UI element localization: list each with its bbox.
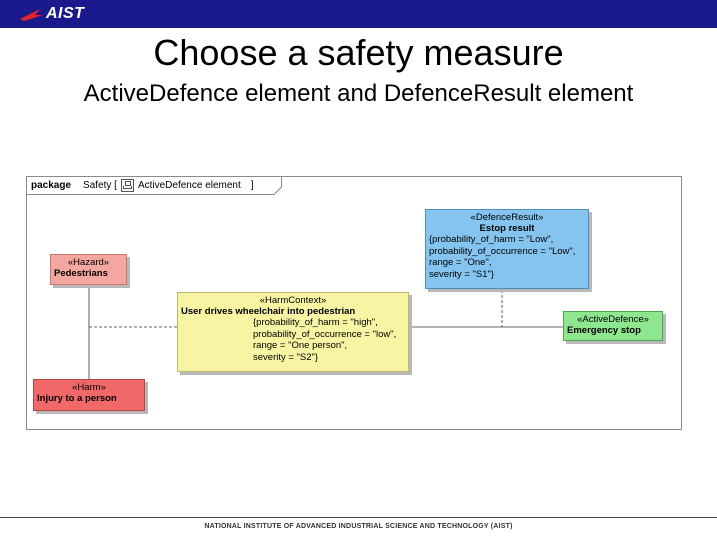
active-defence-stereotype: «ActiveDefence» — [577, 314, 649, 325]
hazard-name: Pedestrians — [54, 268, 108, 279]
active-defence-name: Emergency stop — [567, 325, 641, 336]
harm-context-stereotype: «HarmContext» — [259, 295, 327, 306]
active-defence-element[interactable] — [563, 311, 663, 341]
harm-context-attributes — [181, 317, 405, 363]
defence-result-attr: probability_of_occurrence = "Low", — [429, 245, 576, 257]
defence-result-name: Estop result — [479, 223, 535, 234]
frame-close-bracket: ] — [250, 179, 254, 191]
defence-result-attributes — [429, 234, 585, 280]
defence-result-stereotype: «DefenceResult» — [470, 212, 544, 223]
footer-text: NATIONAL INSTITUTE OF ADVANCED INDUSTRIAL SCIENCE AND TECHNOLOGY (AIST) — [204, 523, 513, 530]
frame-package-name: Safety [ — [83, 179, 117, 191]
harm-name: Injury to a person — [37, 393, 117, 404]
defence-result-attr: range = "One", — [429, 257, 492, 268]
frame-keyword: package — [31, 179, 72, 191]
harm-element[interactable] — [33, 379, 145, 411]
harm-context-attr: probability_of_occurrence = "low", — [253, 328, 397, 340]
defence-result-attr: {probability_of_harm = "Low", — [429, 234, 554, 245]
footer-divider — [0, 517, 717, 518]
defence-result-element[interactable] — [425, 209, 589, 289]
harm-context-element[interactable] — [177, 292, 409, 372]
page-subtitle: ActiveDefence element and DefenceResult element — [83, 80, 634, 107]
hazard-stereotype: «Hazard» — [67, 257, 110, 268]
hazard-element[interactable] — [50, 254, 127, 285]
defence-result-attr: severity = "S1"} — [429, 268, 495, 280]
page-title: Choose a safety measure — [153, 32, 564, 73]
harm-stereotype: «Harm» — [72, 382, 106, 393]
frame-diagram-name: ActiveDefence element — [137, 179, 241, 191]
harm-context-attr: {probability_of_harm = "high", — [253, 317, 378, 328]
logo-text: AIST — [46, 5, 85, 22]
harm-context-attr: range = "One person", — [253, 340, 348, 351]
harm-context-attr: severity = "S2"} — [253, 351, 319, 363]
harm-context-name: User drives wheelchair into pedestrian — [181, 306, 356, 317]
